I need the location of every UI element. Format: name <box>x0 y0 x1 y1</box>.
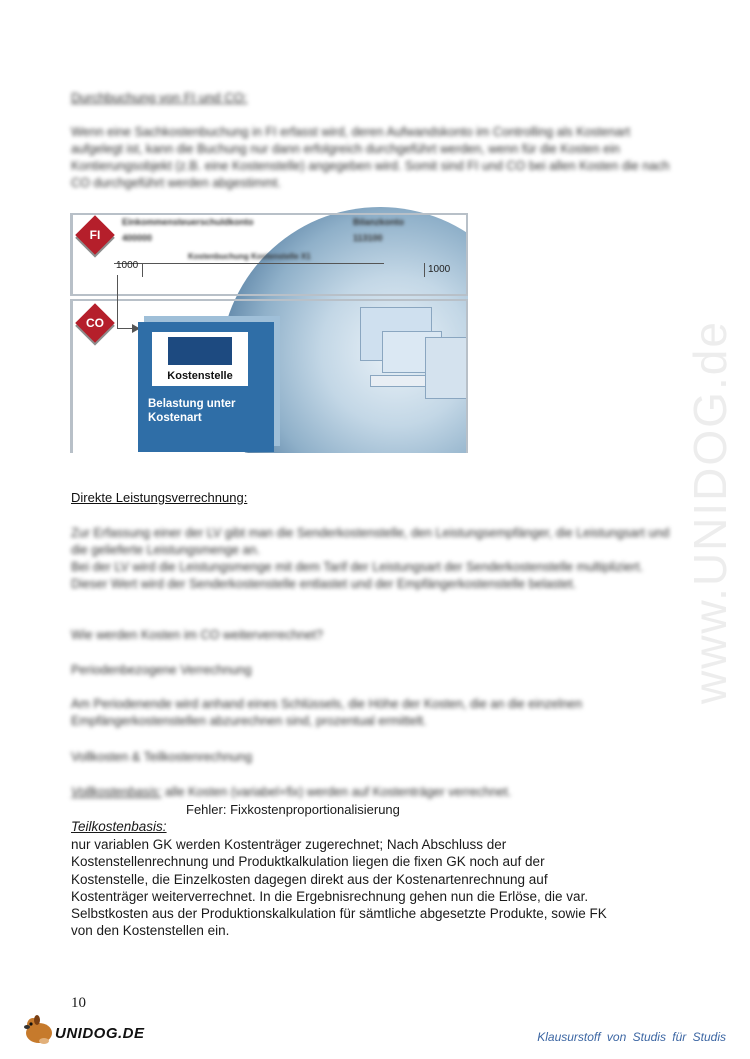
paragraph-fi-co: Wenn eine Sachkostenbuchung in FI erfasst wird, deren Aufwandskonto im Controlling als Kostenart aufgelegt ist, kann die Buchung nur dann erfolgreich durchgeführt werden, wenn für die Kosten ein Kontierungsobjekt (z.B. eine Kostenstelle) angegeben wird. Somit sind FI und CO bei allen Kosten die nach CO durchgeführt werden abgestimmt. <box>71 125 670 190</box>
kostenstelle-screen <box>168 337 232 365</box>
kostenstelle-title: Kostenstelle <box>167 370 233 382</box>
amount-left: 1000 <box>116 260 139 271</box>
fi-co-figure <box>70 207 468 453</box>
t-account-line <box>142 263 143 277</box>
co-label: CO <box>86 316 104 330</box>
voll-line <box>71 784 681 801</box>
paragraph-lv-1: Zur Erfassung einer der LV gibt man die Senderkostenstelle, den Leistungsempfänger, die Leistungsart und die gelieferte Leistungsmenge an. <box>71 526 670 557</box>
section-heading-lv: Direkte Leistungsverrechnung: <box>71 490 248 505</box>
page-number: 10 <box>71 995 86 1011</box>
kostenstelle-box <box>138 322 274 452</box>
paragraph-lv-2: Bei der LV wird die Leistungsmenge mit dem Tarif der Leistungsart der Senderkostenstelle multipliziert. Dieser Wert wird der Senderkostenstelle entlastet und der Empfängerkostenstelle belastet. <box>71 560 644 591</box>
teil-line: Kostenträger weiterverrechnet. In die Ergebnisrechnung gehen nun die Erlöse, die var. <box>71 888 589 904</box>
footer-tagline: Klausurstoff von Studis für Studis <box>537 1030 726 1044</box>
voll-label: Vollkostenbasis: <box>71 785 162 799</box>
paragraph-periode: Am Periodenende wird anhand eines Schlüssels, die Höhe der Kosten, die an die einzelnen Empfängerkostenstellen abzurechnen sind, prozentual ermittelt. <box>71 697 583 728</box>
voll-text: alle Kosten (variabel+fix) werden auf Kostenträger verrechnet. <box>161 785 512 799</box>
connector-line <box>117 275 118 329</box>
teil-line: Kostenstelle, die Einzelkosten dagegen direkt aus der Kostenartenrechnung auf <box>71 871 548 887</box>
question-text: Wie werden Kosten im CO weiterverrechnet? <box>71 628 323 642</box>
teil-line: Selbstkosten aus der Produktionskalkulation für sämtliche abgesetzte Produkte, sowie FK <box>71 906 607 922</box>
fi-account-number: 400000 <box>122 233 153 243</box>
section-heading-voll: Vollkosten & Teilkostenrechnung <box>71 750 253 764</box>
teil-paragraph <box>71 836 711 940</box>
kostenstelle-subtitle: Belastung unter Kostenart <box>148 398 236 424</box>
balance-account-number: 113100 <box>353 233 383 243</box>
teil-label: Teilkostenbasis: <box>71 819 167 834</box>
booking-header: Kostenbuchung Kostenstelle X1 <box>188 252 311 261</box>
dog-logo-icon <box>22 1015 56 1045</box>
t-account-line <box>424 263 425 277</box>
t-account-line <box>114 263 384 264</box>
teil-line: nur variablen GK werden Kostenträger zugerechnet; Nach Abschluss der <box>71 837 507 852</box>
balance-account-name: Bilanzkonto <box>353 217 404 227</box>
kostenstelle-panel <box>152 332 248 386</box>
teil-line: Kostenstellenrechnung und Produktkalkulation liegen die fixen GK noch auf der <box>71 854 545 870</box>
fehler-text: Fehler: Fixkostenproportionalisierung <box>186 802 400 817</box>
amount-right: 1000 <box>428 264 451 275</box>
fi-account-name: Einkommensteuerschuldkonto <box>122 217 254 227</box>
logo-text: UNIDOG.DE <box>55 1025 145 1042</box>
watermark-text: www.UNIDOG.de <box>684 320 736 704</box>
teil-line: von den Kostenstellen ein. <box>71 923 230 939</box>
section-heading-fi-co: Durchbuchung von FI und CO: <box>71 90 248 105</box>
section-heading-periode: Periodenbezogene Verrechnung <box>71 663 252 677</box>
fi-label: FI <box>89 228 101 242</box>
